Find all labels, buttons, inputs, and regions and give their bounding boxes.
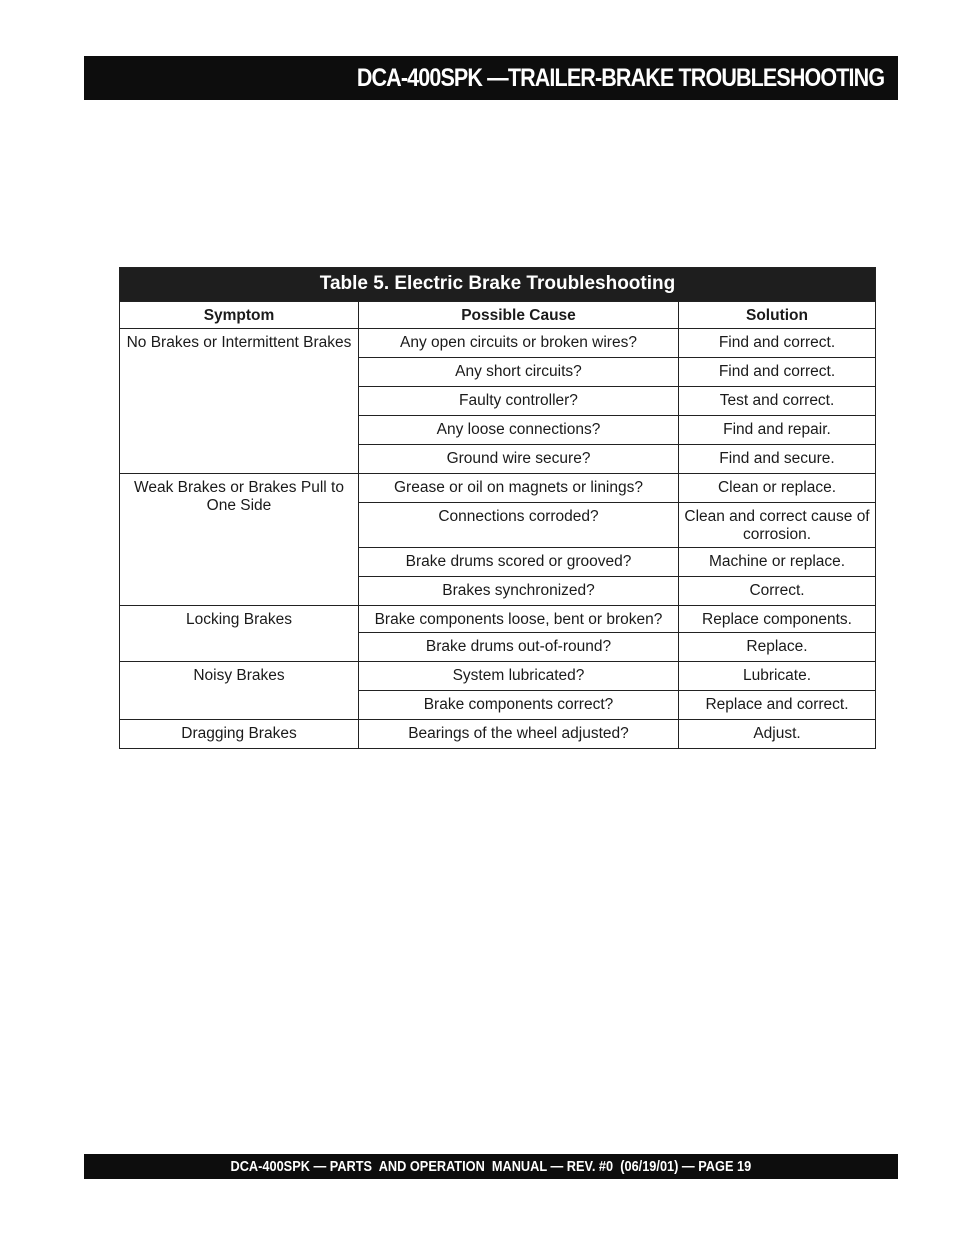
solution-cell: Find and correct.	[679, 329, 876, 358]
symptom-cell: Weak Brakes or Brakes Pull to One Side	[120, 474, 359, 606]
solution-cell: Adjust.	[679, 720, 876, 749]
cause-cell: Brake components loose, bent or broken?	[359, 606, 679, 633]
column-header-possible-cause: Possible Cause	[359, 302, 679, 329]
cause-cell: Connections corroded?	[359, 503, 679, 548]
page-footer-text: DCA-400SPK — PARTS AND OPERATION MANUAL — REV. #0 (06/19/01) — PAGE 19	[230, 1158, 752, 1175]
symptom-cell: Noisy Brakes	[120, 662, 359, 720]
solution-cell: Clean and correct cause of corrosion.	[679, 503, 876, 548]
solution-cell: Lubricate.	[679, 662, 876, 691]
table-caption: Table 5. Electric Brake Troubleshooting	[120, 268, 876, 302]
solution-cell: Replace and correct.	[679, 691, 876, 720]
column-header-solution: Solution	[679, 302, 876, 329]
table-row	[120, 720, 876, 749]
table-row	[120, 474, 876, 503]
cause-cell: Brake components correct?	[359, 691, 679, 720]
symptom-cell: Locking Brakes	[120, 606, 359, 662]
cause-cell: System lubricated?	[359, 662, 679, 691]
solution-cell: Replace components.	[679, 606, 876, 633]
symptom-cell: No Brakes or Intermittent Brakes	[120, 329, 359, 474]
cause-cell: Any short circuits?	[359, 358, 679, 387]
table-row	[120, 606, 876, 633]
solution-cell: Find and correct.	[679, 358, 876, 387]
cause-cell: Faulty controller?	[359, 387, 679, 416]
page-header-bar	[84, 56, 898, 100]
cause-cell: Brake drums scored or grooved?	[359, 548, 679, 577]
solution-cell: Find and secure.	[679, 445, 876, 474]
table-body	[120, 329, 876, 749]
cause-cell: Bearings of the wheel adjusted?	[359, 720, 679, 749]
solution-cell: Machine or replace.	[679, 548, 876, 577]
solution-cell: Replace.	[679, 633, 876, 662]
cause-cell: Brakes synchronized?	[359, 577, 679, 606]
symptom-cell: Dragging Brakes	[120, 720, 359, 749]
cause-cell: Any loose connections?	[359, 416, 679, 445]
cause-cell: Ground wire secure?	[359, 445, 679, 474]
page-title: DCA-400SPK —TRAILER-BRAKE TROUBLESHOOTING	[356, 63, 884, 92]
page-footer-bar	[84, 1154, 898, 1179]
table-row	[120, 662, 876, 691]
column-header-symptom: Symptom	[120, 302, 359, 329]
solution-cell: Test and correct.	[679, 387, 876, 416]
cause-cell: Grease or oil on magnets or linings?	[359, 474, 679, 503]
cause-cell: Brake drums out-of-round?	[359, 633, 679, 662]
electric-brake-troubleshooting-table	[119, 267, 876, 749]
solution-cell: Find and repair.	[679, 416, 876, 445]
solution-cell: Clean or replace.	[679, 474, 876, 503]
cause-cell: Any open circuits or broken wires?	[359, 329, 679, 358]
table-row	[120, 329, 876, 358]
solution-cell: Correct.	[679, 577, 876, 606]
troubleshooting-table-container	[119, 267, 875, 749]
